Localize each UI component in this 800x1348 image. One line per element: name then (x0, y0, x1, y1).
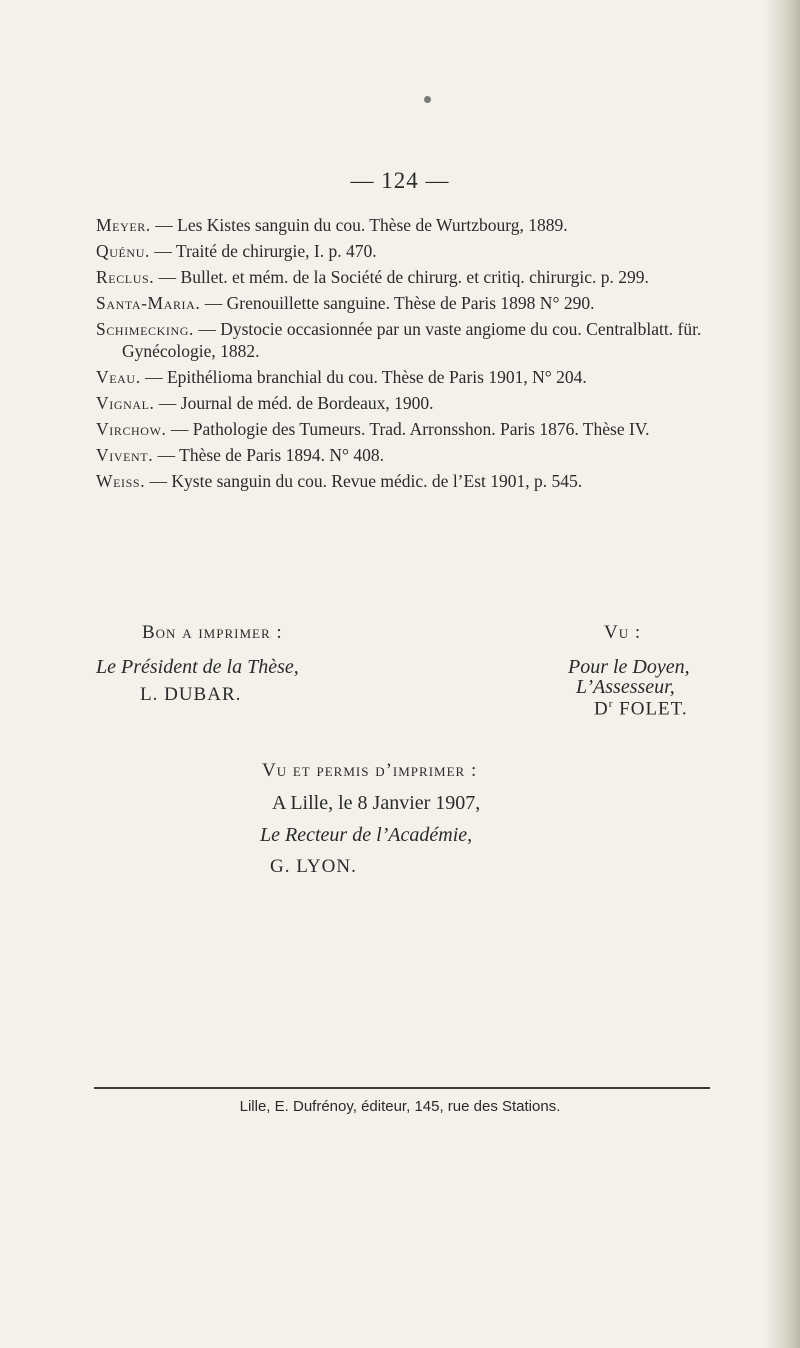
president-name: L. DUBAR. (140, 684, 242, 705)
approval-block (0, 622, 800, 922)
reference-item (96, 240, 706, 262)
recteur-name: G. LYON. (270, 856, 357, 877)
reference-text: — Pathologie des Tumeurs. Trad. Arronsshon. Paris 1876. Thèse IV. (166, 419, 650, 439)
reference-author: Virchow. (96, 419, 167, 439)
reference-item (96, 366, 706, 388)
reference-text: — Thèse de Paris 1894. N° 408. (153, 445, 384, 465)
reference-text: — Les Kistes sanguin du cou. Thèse de Wurtzbourg, 1889. (150, 215, 568, 235)
reference-text: — Traité de chirurgie, I. p. 470. (149, 241, 377, 261)
bon-a-imprimer-label: Bon a imprimer : (142, 622, 283, 643)
vu-label: Vu : (604, 622, 642, 643)
reference-author: Reclus. (96, 267, 155, 287)
pour-le-doyen-line: Pour le Doyen, (568, 656, 690, 678)
reference-text: — Dystocie occasionnée par un vaste angiome du cou. Centralblatt. für. Gynécologie, 1882. (122, 319, 702, 361)
reference-author: Quénu. (96, 241, 150, 261)
reference-author: Weiss. (96, 471, 146, 491)
reference-text: — Grenouillette sanguine. Thèse de Paris 1898 N° 290. (200, 293, 595, 313)
ink-dot (424, 96, 431, 103)
assesseur-name (594, 698, 688, 720)
reference-text: — Bullet. et mém. de la Société de chirurg. et critiq. chirurgic. p. 299. (154, 267, 649, 287)
dr-prefix: D (594, 698, 609, 720)
reference-item (96, 470, 706, 492)
reference-item (96, 444, 706, 466)
publisher-footer: Lille, E. Dufrénoy, éditeur, 145, rue des Stations. (239, 1098, 561, 1115)
dr-superscript: r (608, 698, 614, 710)
reference-item (96, 318, 706, 362)
reference-author: Vignal. (96, 393, 155, 413)
place-date-line: A Lille, le 8 Janvier 1907, (272, 792, 481, 814)
page-number: — 124 — (350, 168, 450, 193)
reference-author: Schimecking. (96, 319, 194, 339)
reference-text: — Epithélioma branchial du cou. Thèse de Paris 1901, N° 204. (140, 367, 587, 387)
reference-author: Vivent. (96, 445, 154, 465)
vu-et-permis-label: Vu et permis d’imprimer : (262, 760, 478, 781)
reference-item (96, 266, 706, 288)
reference-item (96, 392, 706, 414)
recteur-line: Le Recteur de l’Académie, (260, 824, 473, 846)
president-line: Le Président de la Thèse, (96, 656, 299, 678)
reference-author: Veau. (96, 367, 141, 387)
reference-author: Santa-Maria. (96, 293, 201, 313)
reference-item (96, 292, 706, 314)
assesseur-line: L’Assesseur, (576, 676, 675, 698)
reference-item (96, 214, 706, 236)
reference-list (96, 214, 706, 496)
reference-item (96, 418, 706, 440)
reference-text: — Journal de méd. de Bordeaux, 1900. (154, 393, 434, 413)
reference-author: Meyer. (96, 215, 151, 235)
assesseur-surname: FOLET. (619, 698, 688, 720)
reference-text: — Kyste sanguin du cou. Revue médic. de l’Est 1901, p. 545. (145, 471, 583, 491)
footer-rule (94, 1087, 710, 1089)
